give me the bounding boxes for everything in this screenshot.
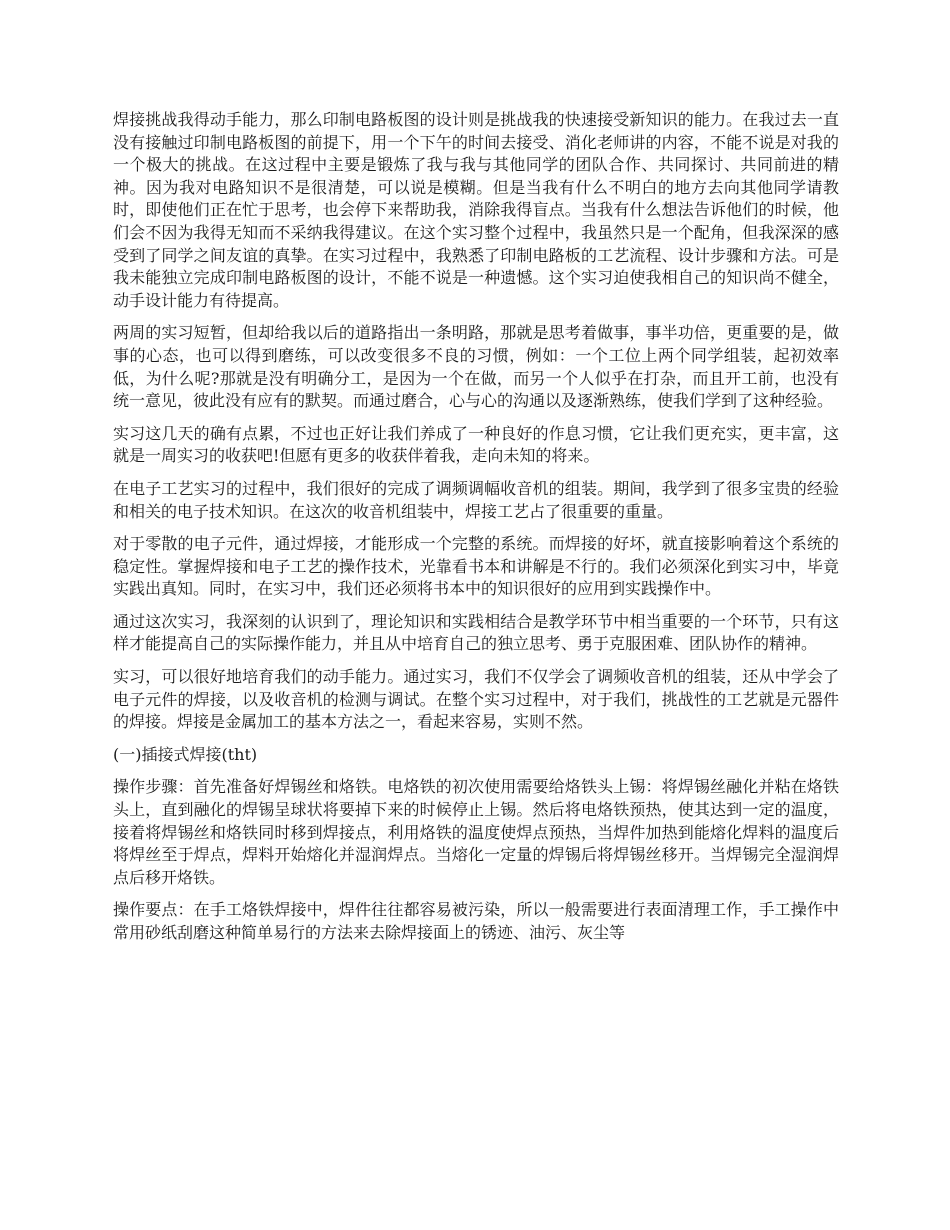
paragraph-2: 两周的实习短暂，但却给我以后的道路指出一条明路，那就是思考着做事，事半功倍，更重要的是，做事的心态，也可以得到磨练，可以改变很多不良的习惯，例如：一个工位上两个同学组装，起初效率低，为什么呢?那就是没有明确分工，是因为一个在做，而另一个人似乎在打杂，而且开工前，也没有统一意见，彼此没有应有的默契。而通过磨合，心与心的沟通以及逐渐熟练，使我们学到了这种经验。 xyxy=(113,323,839,411)
paragraph-6: 通过这次实习，我深刻的认识到了，理论知识和实践相结合是教学环节中相当重要的一个环节，只有这样才能提高自己的实际操作能力，并且从中培育自己的独立思考、勇于克服困难、团队协作的精神。 xyxy=(113,611,839,654)
paragraph-4: 在电子工艺实习的过程中，我们很好的完成了调频调幅收音机的组装。期间，我学到了很多宝贵的经验和相关的电子技术知识。在这次的收音机组装中，焊接工艺占了很重要的重量。 xyxy=(113,478,839,521)
paragraph-3: 实习这几天的确有点累，不过也正好让我们养成了一种良好的作息习惯，它让我们更充实，更丰富，这就是一周实习的收获吧!但愿有更多的收获伴着我，走向未知的将来。 xyxy=(113,423,839,466)
paragraph-operation-points: 操作要点：在手工烙铁焊接中，焊件往往都容易被污染，所以一般需要进行表面清理工作，手工操作中常用砂纸刮磨这种简单易行的方法来去除焊接面上的锈迹、油污、灰尘等 xyxy=(113,900,839,942)
paragraph-7: 实习，可以很好地培育我们的动手能力。通过实习，我们不仅学会了调频收音机的组装，还从中学会了电子元件的焊接，以及收音机的检测与调试。在整个实习过程中，对于我们，挑战性的工艺就是元器件的焊接。焊接是金属加工的基本方法之一，看起来容易，实则不然。 xyxy=(113,667,839,732)
paragraph-operation-steps: 操作步骤：首先准备好焊锡丝和烙铁。电烙铁的初次使用需要给烙铁头上锡：将焊锡丝融化并粘在烙铁头上，直到融化的焊锡呈球状将要掉下来的时候停止上锡。然后将电烙铁预热，使其达到一定的温度，接着将焊锡丝和烙铁同时移到焊接点，利用烙铁的温度使焊点预热，当焊件加热到能熔化焊料的温度后将焊丝至于焊点，焊料开始熔化并湿润焊点。当熔化一定量的焊锡后将焊锡丝移开。当焊锡完全湿润焊点后移开烙铁。 xyxy=(113,777,839,887)
document-page xyxy=(113,109,839,955)
paragraph-1: 焊接挑战我得动手能力，那么印制电路板图的设计则是挑战我的快速接受新知识的能力。在我过去一直没有接触过印制电路板图的前提下，用一个下午的时间去接受、消化老师讲的内容，不能不说是对我的一个极大的挑战。在这过程中主要是锻炼了我与我与其他同学的团队合作、共同探讨、共同前进的精神。因为我对电路知识不是很清楚，可以说是模糊。但是当我有什么不明白的地方去向其他同学请教时，即使他们正在忙于思考，也会停下来帮助我，消除我得盲点。当我有什么想法告诉他们的时候，他们会不因为我得无知而不采纳我得建议。在这个实习整个过程中，我虽然只是一个配角，但我深深的感受到了同学之间友谊的真挚。在实习过程中，我熟悉了印制电路板的工艺流程、设计步骤和方法。可是我未能独立完成印制电路板图的设计，不能不说是一种遗憾。这个实习迫使我相自己的知识尚不健全，动手设计能力有待提高。 xyxy=(113,110,839,310)
section-heading-tht: (一)插接式焊接(tht) xyxy=(113,744,258,764)
paragraph-5: 对于零散的电子元件，通过焊接，才能形成一个完整的系统。而焊接的好坏，就直接影响着这个系统的稳定性。掌握焊接和电子工艺的操作技术，光靠看书本和讲解是不行的。我们必须深化到实习中，毕竟实践出真知。同时，在实习中，我们还必须将书本中的知识很好的应用到实践操作中。 xyxy=(113,534,839,599)
